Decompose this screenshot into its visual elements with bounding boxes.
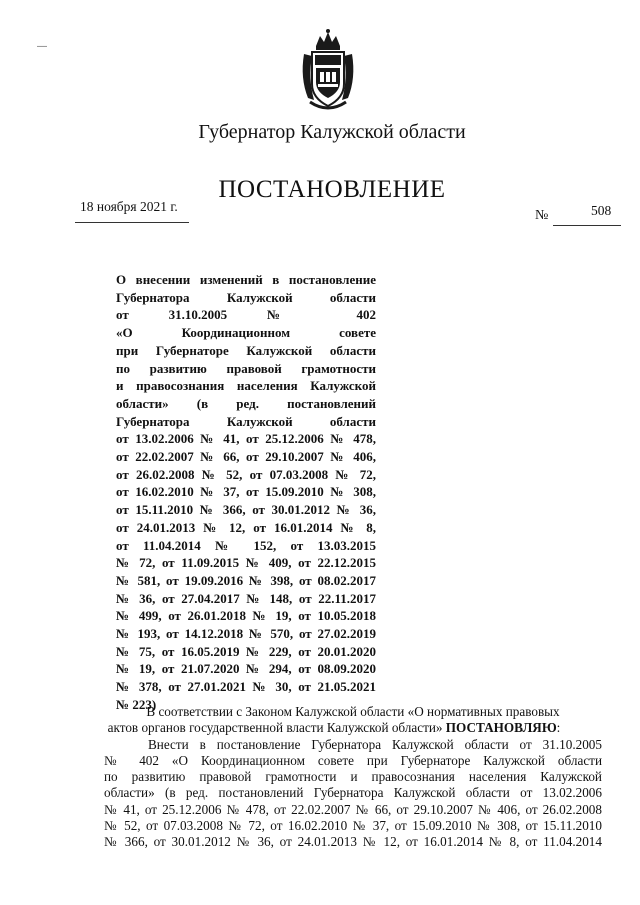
subject-line: № 378, от 27.01.2021 № 30, от 21.05.2021 (116, 679, 376, 695)
document-number: 508 (591, 203, 612, 218)
body-paragraph-2-line: № 402 «О Координационном совете при Губернаторе Калужской области (104, 752, 602, 768)
subject-line: Губернатора Калужской области (116, 289, 376, 305)
subject-line: области» (в ред. постановлений (116, 395, 376, 411)
body-paragraph-2-line: области» (в ред. постановлений Губернатора Калужской области от 13.02.2006 (104, 785, 602, 801)
subject-line: № 499, от 26.01.2018 № 19, от 10.05.2018 (116, 608, 376, 624)
subject-line: от 31.10.2005 № 402 (116, 307, 376, 323)
subject-line: № 75, от 16.05.2019 № 229, от 20.01.2020 (116, 643, 376, 659)
authority-title: Губернатор Калужской области (198, 121, 466, 143)
subject-line: от 22.02.2007 № 66, от 29.10.2007 № 406, (116, 449, 376, 465)
body-paragraph-1-text: актов органов государственной власти Калужской области» (107, 720, 446, 736)
subject-line: от 13.02.2006 № 41, от 25.12.2006 № 478, (116, 431, 376, 447)
subject-line: от 16.02.2010 № 37, от 15.09.2010 № 308, (116, 484, 376, 500)
subject-line: от 26.02.2008 № 52, от 07.03.2008 № 72, (116, 466, 376, 482)
body-paragraph-2-line: Внести в постановление Губернатора Калужской области от 31.10.2005 (148, 736, 602, 752)
subject-line: при Губернаторе Калужской области (116, 342, 376, 358)
subject-line: Губернатора Калужской области (116, 413, 376, 429)
subject-line: № 223) (116, 696, 157, 712)
subject-line: и правосознания населения Калужской (116, 378, 376, 394)
document-type-heading: ПОСТАНОВЛЕНИЕ (218, 176, 446, 203)
body-paragraph-1-line-1: В соответствии с Законом Калужской области «О нормативных правовых (146, 704, 560, 719)
body-paragraph-1-colon: : (556, 720, 561, 736)
document-subject (116, 271, 376, 714)
subject-line: О внесении изменений в постановление (116, 272, 376, 287)
subject-line: № 19, от 21.07.2020 № 294, от 08.09.2020 (116, 661, 376, 677)
subject-line: № 581, от 19.09.2016 № 398, от 08.02.2017 (116, 572, 376, 588)
body-paragraph-2 (104, 737, 602, 851)
body-paragraph-2-line: № 41, от 25.12.2006 № 478, от 22.02.2007 № 66, от 29.10.2007 № 406, от 26.02.2008 (104, 801, 602, 817)
body-paragraph-2-line: № 52, от 07.03.2008 № 72, от 16.02.2010 № 37, от 15.09.2010 № 308, от 15.11.2010 (104, 818, 602, 834)
subject-line: от 11.04.2014 № 152, от 13.03.2015 (116, 537, 376, 553)
subject-line: № 193, от 14.12.2018 № 570, от 27.02.2019 (116, 626, 376, 642)
margin-tick-mark: — (37, 41, 47, 52)
subject-line: «О Координационном совете (116, 325, 376, 341)
subject-line: № 72, от 11.09.2015 № 409, от 22.12.2015 (116, 555, 376, 571)
subject-line: по развитию правовой грамотности (116, 360, 376, 376)
subject-line: от 24.01.2013 № 12, от 16.01.2014 № 8, (116, 519, 376, 535)
coat-of-arms-icon (296, 28, 360, 112)
subject-line: № 36, от 27.04.2017 № 148, от 22.11.2017 (116, 590, 376, 606)
subject-line: от 15.11.2010 № 366, от 30.01.2012 № 36, (116, 502, 376, 518)
date-underline (75, 222, 189, 223)
body-paragraph-2-line: № 366, от 30.01.2012 № 36, от 24.01.2013 № 12, от 16.01.2014 № 8, от 11.04.2014 (104, 834, 602, 850)
decree-keyword: ПОСТАНОВЛЯЮ (445, 720, 557, 736)
body-paragraph-1-line-2 (104, 720, 602, 736)
number-underline (553, 225, 621, 226)
document-body (104, 704, 602, 851)
body-paragraph-2-line: по развитию правовой грамотности и правосознания населения Калужской (104, 769, 602, 785)
document-date: 18 ноября 2021 г. (80, 199, 178, 214)
number-label: № (535, 208, 549, 223)
